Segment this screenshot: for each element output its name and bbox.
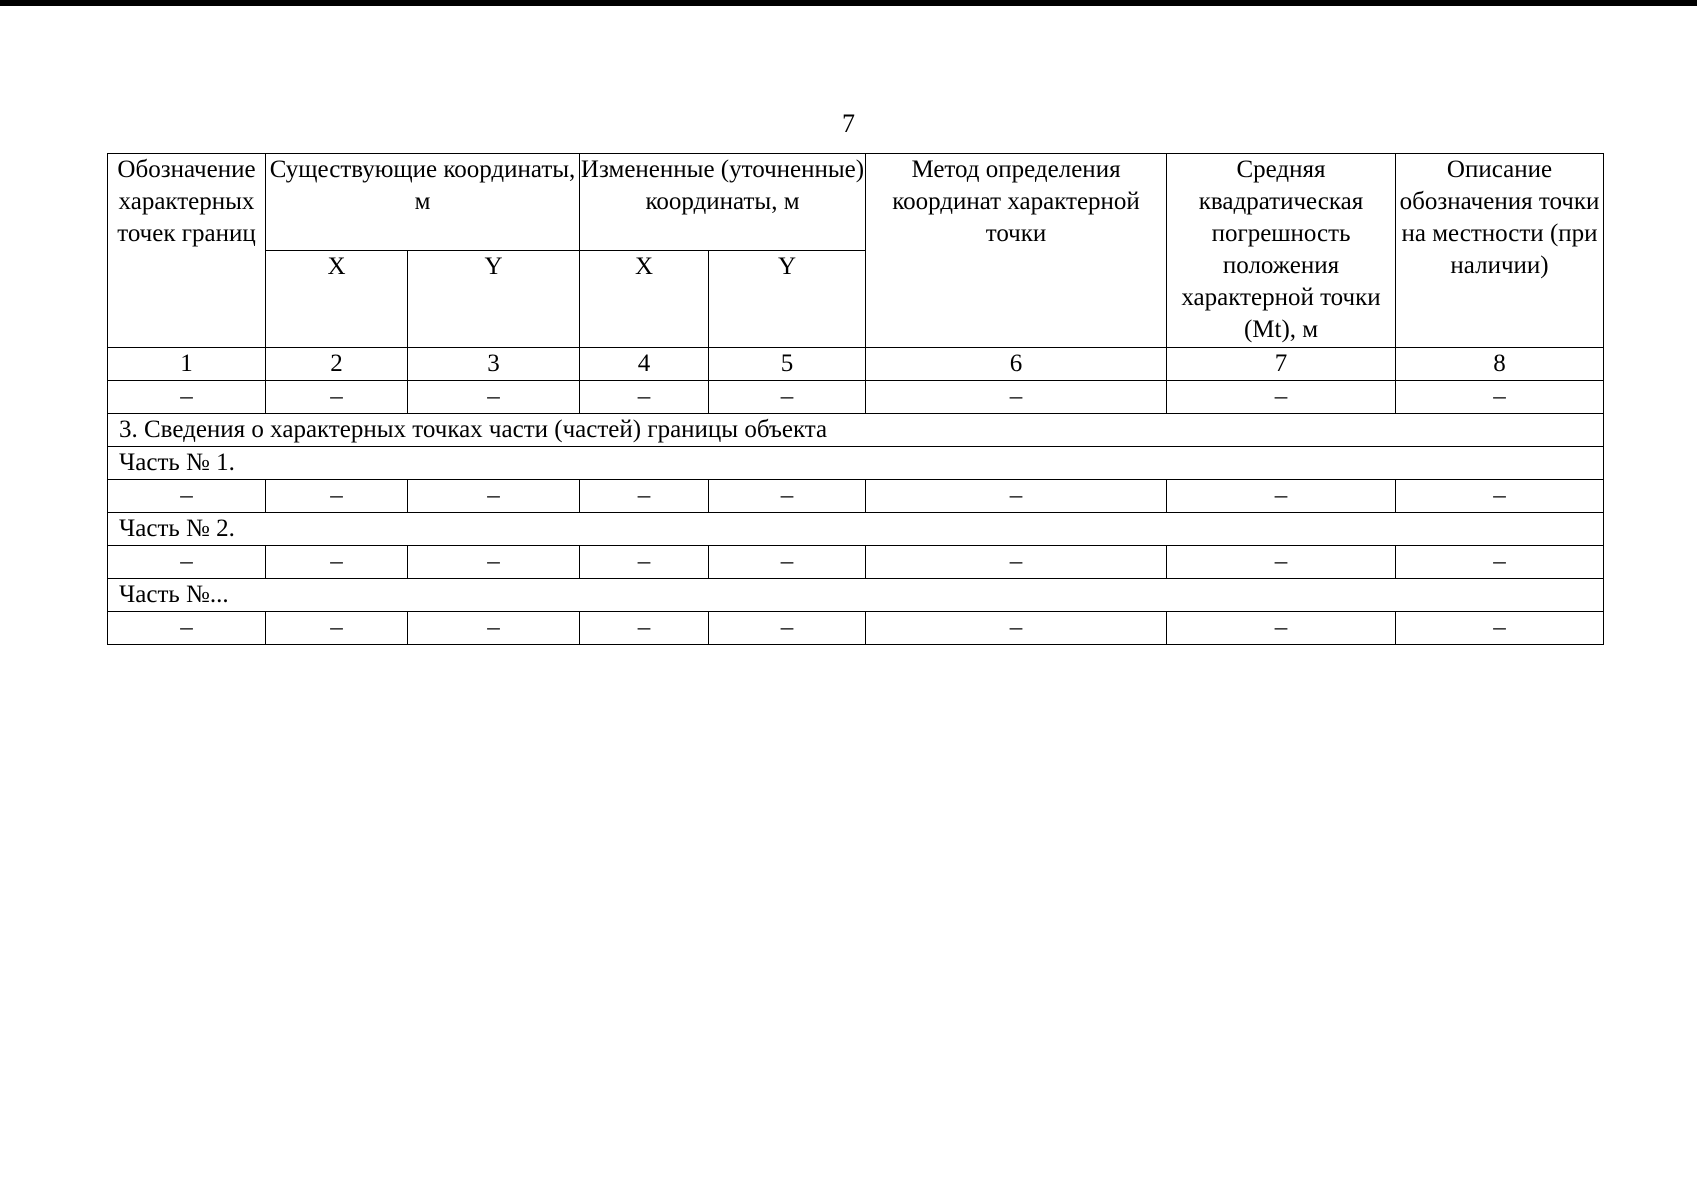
table-row xyxy=(108,381,1604,414)
header-changed-coordinates: Измененные (уточненные) координаты, м xyxy=(580,154,866,251)
header-method: Метод определения координат характерной точки xyxy=(866,154,1167,348)
dash-cell: – xyxy=(709,381,866,414)
part-row xyxy=(108,579,1604,612)
part-title: Часть № 2. xyxy=(108,513,1604,546)
column-number: 4 xyxy=(580,348,709,381)
boundary-points-table xyxy=(107,153,1604,645)
page-number: 7 xyxy=(842,109,855,138)
column-number: 6 xyxy=(866,348,1167,381)
table-row xyxy=(108,480,1604,513)
section-row xyxy=(108,414,1604,447)
dash-cell: – xyxy=(1167,612,1396,645)
table-row xyxy=(108,546,1604,579)
part-row xyxy=(108,513,1604,546)
dash-cell: – xyxy=(408,480,580,513)
dash-cell: – xyxy=(108,480,266,513)
dash-cell: – xyxy=(1396,381,1604,414)
dash-cell: – xyxy=(866,381,1167,414)
header-existing-y: Y xyxy=(408,251,580,348)
column-number: 1 xyxy=(108,348,266,381)
column-number: 8 xyxy=(1396,348,1604,381)
header-mean-square-error: Средняя квадратическая погрешность положения характерной точки (Mt), м xyxy=(1167,154,1396,348)
part-row xyxy=(108,447,1604,480)
dash-cell: – xyxy=(866,480,1167,513)
dash-cell: – xyxy=(108,381,266,414)
header-point-designation: Обозначение характерных точек границ xyxy=(108,154,266,348)
dash-cell: – xyxy=(709,480,866,513)
dash-cell: – xyxy=(580,480,709,513)
dash-cell: – xyxy=(1396,480,1604,513)
dash-cell: – xyxy=(408,546,580,579)
dash-cell: – xyxy=(1396,612,1604,645)
column-number: 5 xyxy=(709,348,866,381)
header-existing-coordinates: Существующие координаты, м xyxy=(266,154,580,251)
header-description: Описание обозначения точки на местности (при наличии) xyxy=(1396,154,1604,348)
header-row xyxy=(108,154,1604,251)
dash-cell: – xyxy=(1396,546,1604,579)
part-title: Часть № 1. xyxy=(108,447,1604,480)
header-changed-y: Y xyxy=(709,251,866,348)
column-number: 7 xyxy=(1167,348,1396,381)
header-changed-x: X xyxy=(580,251,709,348)
section-title: 3. Сведения о характерных точках части (частей) границы объекта xyxy=(108,414,1604,447)
part-title: Часть №... xyxy=(108,579,1604,612)
dash-cell: – xyxy=(266,480,408,513)
header-existing-x: X xyxy=(266,251,408,348)
dash-cell: – xyxy=(709,546,866,579)
dash-cell: – xyxy=(108,612,266,645)
dash-cell: – xyxy=(1167,546,1396,579)
dash-cell: – xyxy=(408,381,580,414)
dash-cell: – xyxy=(866,612,1167,645)
dash-cell: – xyxy=(580,546,709,579)
dash-cell: – xyxy=(408,612,580,645)
dash-cell: – xyxy=(266,546,408,579)
column-number-row xyxy=(108,348,1604,381)
dash-cell: – xyxy=(1167,480,1396,513)
dash-cell: – xyxy=(709,612,866,645)
dash-cell: – xyxy=(266,381,408,414)
dash-cell: – xyxy=(866,546,1167,579)
column-number: 3 xyxy=(408,348,580,381)
dash-cell: – xyxy=(580,381,709,414)
scan-top-border xyxy=(0,0,1697,6)
dash-cell: – xyxy=(580,612,709,645)
column-number: 2 xyxy=(266,348,408,381)
table-row xyxy=(108,612,1604,645)
dash-cell: – xyxy=(266,612,408,645)
dash-cell: – xyxy=(108,546,266,579)
dash-cell: – xyxy=(1167,381,1396,414)
